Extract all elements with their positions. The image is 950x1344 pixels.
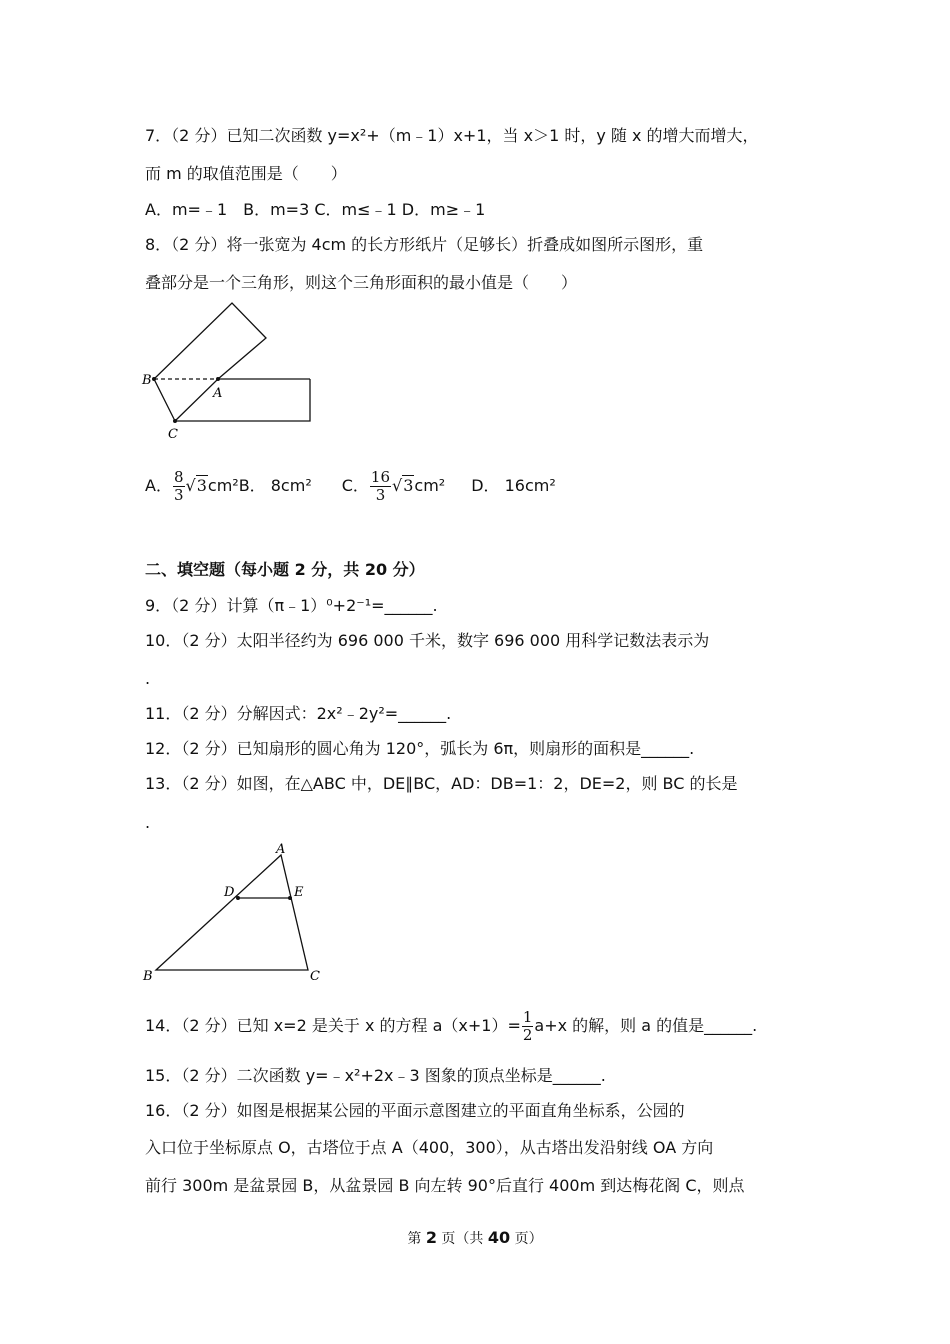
q8-opt-c-fraction: [370, 469, 391, 504]
section2-title: 二、填空题（每小题 2 分，共 20 分）: [145, 560, 425, 579]
q14-line: [145, 1008, 757, 1044]
q8-opt-a-rad: 3: [196, 476, 207, 495]
q8-label-a: A: [213, 386, 223, 401]
q15-line: 15．（2 分）二次函数 y=﹣x²+2x﹣3 图象的顶点坐标是______.: [145, 1066, 606, 1085]
q13-label-d: D: [224, 885, 235, 900]
q8-rect-strip: [175, 379, 310, 421]
page-footer: [0, 1228, 950, 1248]
q8-opt-a-fraction: [173, 469, 185, 504]
footer-total-pages: 40: [487, 1228, 511, 1247]
q8-line2: 叠部分是一个三角形，则这个三角形面积的最小值是（ ）: [145, 273, 578, 292]
q8-point-c: [173, 419, 177, 423]
q8-folded-strip: [154, 303, 266, 421]
q8-point-a: [216, 377, 220, 381]
q9-line: 9．（2 分）计算（π﹣1）⁰+2⁻¹=______.: [145, 596, 438, 615]
q8-opt-a-den: 3: [173, 486, 184, 504]
footer-middle: 页（共: [436, 1231, 488, 1247]
footer-suffix: 页）: [510, 1231, 543, 1247]
q8-fold-figure: [135, 298, 325, 448]
footer-page-number: 2: [425, 1228, 437, 1247]
q13-label-c: C: [310, 969, 320, 984]
q7-line1: 7．（2 分）已知二次函数 y=x²+（m﹣1）x+1，当 x＞1 时，y 随 x 的增大而增大，: [145, 126, 759, 145]
q8-options: [145, 468, 556, 504]
q14-fraction: [522, 1009, 534, 1044]
q8-opt-c-sqrt: √3: [392, 476, 414, 495]
q13-line1: 13．（2 分）如图，在△ABC 中，DE∥BC，AD：DB=1：2，DE=2，则 BC 的长是: [145, 774, 738, 793]
q14-den: 2: [522, 1026, 533, 1044]
q8-label-b: B: [142, 373, 152, 388]
q7-options: A．m=﹣1 B．m=3 C．m≤﹣1 D．m≥﹣1: [145, 200, 486, 219]
q13-triangle-figure: [138, 838, 338, 988]
q13-label-b: B: [143, 969, 153, 984]
q8-opt-c-rad: 3: [403, 476, 414, 495]
q7-line2: 而 m 的取值范围是（ ）: [145, 164, 347, 183]
q13-label-a: A: [276, 842, 286, 857]
q8-opt-c-den: 3: [375, 486, 386, 504]
q14-num: 1: [522, 1008, 533, 1026]
q8-opt-d: D． 16cm²: [471, 476, 556, 495]
q13-triangle-abc: [156, 855, 308, 970]
q14-after: a+x 的解，则 a 的值是______.: [534, 1016, 758, 1035]
q13-label-e: E: [294, 885, 304, 900]
q16-line1: 16．（2 分）如图是根据某公园的平面示意图建立的平面直角坐标系，公园的: [145, 1101, 685, 1120]
q10-line1: 10．（2 分）太阳半径约为 696 000 千米，数字 696 000 用科学记数法表示为: [145, 631, 710, 650]
q13-line2: .: [145, 813, 151, 832]
footer-prefix: 第: [407, 1231, 426, 1247]
q8-opt-c-prefix: C．: [341, 476, 369, 495]
q8-line1: 8．（2 分）将一张宽为 4cm 的长方形纸片（足够长）折叠成如图所示图形，重: [145, 235, 704, 254]
q13-point-d: [236, 896, 240, 900]
q8-opt-b: B． 8cm²: [238, 476, 312, 495]
q11-line: 11．（2 分）分解因式：2x²﹣2y²=______.: [145, 704, 452, 723]
q8-opt-c-unit: cm²: [414, 476, 446, 495]
q13-point-e: [288, 896, 292, 900]
q16-line2: 入口位于坐标原点 O，古塔位于点 A（400，300），从古塔出发沿射线 OA 方向: [145, 1138, 714, 1157]
q8-opt-a-unit: cm²: [207, 476, 239, 495]
q12-line: 12．（2 分）已知扇形的圆心角为 120°，弧长为 6π，则扇形的面积是______.: [145, 739, 695, 758]
q8-opt-c-num: 16: [370, 468, 391, 486]
q8-opt-a-num: 8: [173, 468, 184, 486]
q8-point-b: [152, 377, 156, 381]
q14-before: 14．（2 分）已知 x=2 是关于 x 的方程 a（x+1）=: [145, 1016, 521, 1035]
q8-opt-a-sqrt: √3: [185, 476, 207, 495]
q16-line3: 前行 300m 是盆景园 B，从盆景园 B 向左转 90°后直行 400m 到达梅花阁 C，则点: [145, 1176, 745, 1195]
q10-line2: .: [145, 669, 151, 688]
q8-label-c: C: [168, 427, 178, 442]
q8-opt-a-prefix: A．: [145, 476, 172, 495]
